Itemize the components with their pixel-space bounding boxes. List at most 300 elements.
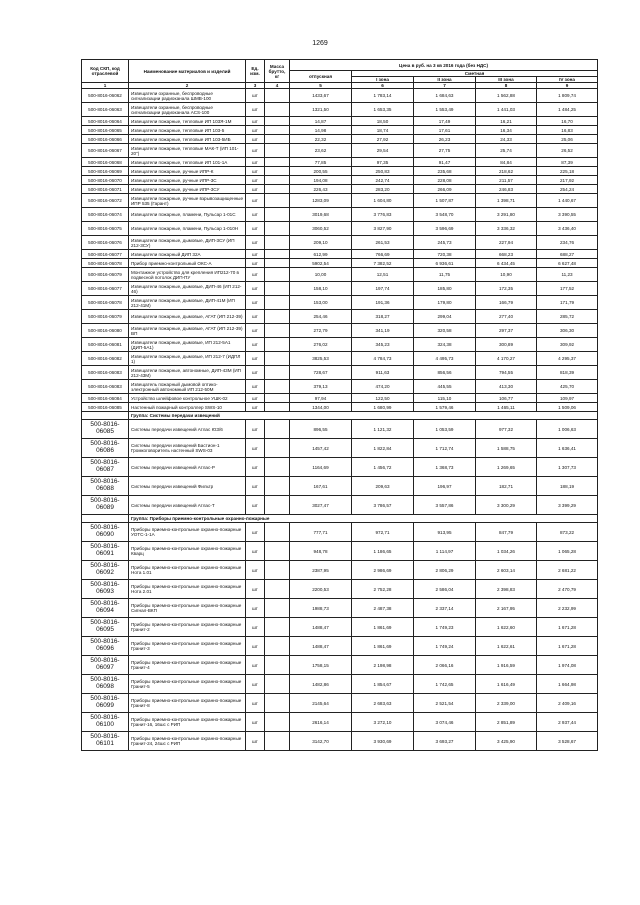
item-unit: шт <box>246 236 265 250</box>
price-zone-2: 1 553,49 <box>414 103 476 117</box>
item-unit: шт <box>246 126 265 135</box>
price-zone-4: 26,52 <box>537 144 598 158</box>
item-code: 500-8016-06076 <box>82 236 129 250</box>
item-code: 500-8016-06070 <box>82 176 129 185</box>
table-row <box>82 89 598 103</box>
item-name: Извещатели пожарные, дымовые, ИП 212-7 (ИДПЛ 1) <box>129 352 246 366</box>
price-zone-1: 3 272,10 <box>352 713 414 732</box>
item-code: 500-8016-06084 <box>82 394 129 403</box>
item-code: 500-8016-06071 <box>82 185 129 194</box>
table-row <box>82 167 598 176</box>
item-name: Приборы приемно-контрольные охранно-пожарные Сигнал-ВКП <box>129 599 246 618</box>
price-zone-3: 106,77 <box>476 394 537 403</box>
header-release: отпускная <box>290 71 352 83</box>
price-zone-3: 182,71 <box>476 477 537 496</box>
price-release: 200,55 <box>290 167 352 176</box>
price-zone-2: 320,58 <box>414 324 476 338</box>
item-mass <box>265 222 290 236</box>
item-code: 500-8016-06065 <box>82 126 129 135</box>
price-zone-4: 16,70 <box>537 117 598 126</box>
item-name: Системы передачи извещений Атлас-Т <box>129 496 246 515</box>
column-index: 5 <box>290 83 352 89</box>
item-code: 500-8016-06096 <box>82 637 129 656</box>
price-zone-4: 25,06 <box>537 135 598 144</box>
item-code: 500-8016-06066 <box>82 135 129 144</box>
price-zone-3: 2 398,83 <box>476 580 537 599</box>
item-name: Извещатели пожарные, пламени, Пульсар 1-01С <box>129 208 246 222</box>
table-row <box>82 117 598 126</box>
table-row <box>82 599 598 618</box>
item-code: 500-8016-06099 <box>82 694 129 713</box>
item-code: 500-8016-06078 <box>82 296 129 310</box>
item-name: Приборы приемно-контрольные охранно-пожарные Гранит-2 <box>129 618 246 637</box>
item-name: Приборы приемно-контрольные охранно-пожарные УОТС-1-1А <box>129 523 246 542</box>
table-row <box>82 144 598 158</box>
item-code: 500-8016-06067 <box>82 144 129 158</box>
item-mass <box>265 599 290 618</box>
price-zone-2: 26,23 <box>414 135 476 144</box>
price-zone-4: 309,92 <box>537 338 598 352</box>
price-zone-2: 245,73 <box>414 236 476 250</box>
price-zone-2: 1 712,74 <box>414 439 476 458</box>
price-release: 1988,73 <box>290 599 352 618</box>
table-row <box>82 523 598 542</box>
price-zone-2: 3 596,69 <box>414 222 476 236</box>
price-zone-4: 818,39 <box>537 366 598 380</box>
price-zone-1: 7 382,52 <box>352 259 414 268</box>
item-mass <box>265 250 290 259</box>
table-row <box>82 338 598 352</box>
price-release: 1488,47 <box>290 618 352 637</box>
price-zone-1: 18,74 <box>352 126 414 135</box>
price-zone-3: 3 336,32 <box>476 222 537 236</box>
price-zone-2: 1 684,63 <box>414 89 476 103</box>
price-zone-3: 277,40 <box>476 310 537 324</box>
item-name: Извещатели пожарные, ручные ИПР-3С <box>129 176 246 185</box>
price-zone-4: 3 390,55 <box>537 208 598 222</box>
table-row <box>82 126 598 135</box>
price-release: 948,78 <box>290 542 352 561</box>
item-code: 500-8016-06074 <box>82 208 129 222</box>
price-zone-3: 1 622,60 <box>476 618 537 637</box>
price-release: 3060,52 <box>290 222 352 236</box>
item-code: 500-8016-06090 <box>82 523 129 542</box>
price-zone-3: 2 167,95 <box>476 599 537 618</box>
item-name: Извещатели пожарные, пламени, Пульсар 1-010Н <box>129 222 246 236</box>
header-unit: Ед. изм. <box>246 60 265 83</box>
item-unit: шт <box>246 296 265 310</box>
item-mass <box>265 366 290 380</box>
price-zone-1: 2 487,38 <box>352 599 414 618</box>
item-unit: шт <box>246 439 265 458</box>
price-zone-2: 2 806,29 <box>414 561 476 580</box>
price-release: 226,43 <box>290 185 352 194</box>
price-zone-1: 1 861,69 <box>352 618 414 637</box>
table-row <box>82 236 598 250</box>
table-row <box>82 185 598 194</box>
price-zone-4: 3 399,29 <box>537 496 598 515</box>
price-zone-3: 6 434,45 <box>476 259 537 268</box>
item-name: Приборы приемно-контрольные охранно-пожарные Гранит-8 <box>129 694 246 713</box>
item-name: Монтажное устройство для крепления ИП212-70 в подвесной потолок ДИП-ПУ <box>129 268 246 282</box>
price-zone-3: 413,30 <box>476 380 537 394</box>
price-table <box>81 59 598 751</box>
item-mass <box>265 126 290 135</box>
price-release: 254,46 <box>290 310 352 324</box>
item-code: 500-8016-06082 <box>82 352 129 366</box>
item-mass <box>265 732 290 751</box>
price-release: 2145,64 <box>290 694 352 713</box>
price-release: 3027,47 <box>290 496 352 515</box>
price-zone-4: 188,19 <box>537 477 598 496</box>
item-code: 500-8016-06062 <box>82 89 129 103</box>
item-unit: шт <box>246 675 265 694</box>
price-zone-1: 1 854,67 <box>352 675 414 694</box>
item-name: Приборы приемно-контрольные охранно-пожарные Нота 1.01 <box>129 561 246 580</box>
price-zone-2: 1 742,65 <box>414 675 476 694</box>
price-zone-2: 1 579,46 <box>414 403 476 412</box>
item-unit: шт <box>246 208 265 222</box>
item-code: 500-8016-06095 <box>82 618 129 637</box>
item-code: 500-8016-06072 <box>82 194 129 208</box>
header-zone-4: IV зона <box>537 77 598 83</box>
price-release: 2616,14 <box>290 713 352 732</box>
item-unit: шт <box>246 310 265 324</box>
item-mass <box>265 496 290 515</box>
table-row <box>82 477 598 496</box>
item-unit: шт <box>246 366 265 380</box>
item-name: Извещатели пожарные, ручные ИПР-3СУ <box>129 185 246 194</box>
item-code: 500-8016-06078 <box>82 259 129 268</box>
table-row <box>82 420 598 439</box>
table-row <box>82 458 598 477</box>
price-zone-3: 1 034,26 <box>476 542 537 561</box>
item-mass <box>265 637 290 656</box>
price-zone-4: 6 627,48 <box>537 259 598 268</box>
column-index: 3 <box>246 83 265 89</box>
price-zone-4: 1 509,06 <box>537 403 598 412</box>
table-row <box>82 158 598 167</box>
item-unit: шт <box>246 194 265 208</box>
column-index: 1 <box>82 83 129 89</box>
item-unit: шт <box>246 713 265 732</box>
price-release: 158,10 <box>290 282 352 296</box>
item-unit: шт <box>246 185 265 194</box>
item-name: Системы передачи извещений Атлас-Р <box>129 458 246 477</box>
item-unit: шт <box>246 89 265 103</box>
item-mass <box>265 352 290 366</box>
table-row <box>82 324 598 338</box>
item-code: 500-8016-06079 <box>82 310 129 324</box>
price-zone-2: 11,75 <box>414 268 476 282</box>
item-mass <box>265 420 290 439</box>
item-unit: шт <box>246 523 265 542</box>
item-unit: шт <box>246 542 265 561</box>
price-zone-3: 218,62 <box>476 167 537 176</box>
page-number: 1269 <box>312 40 328 47</box>
price-zone-1: 1 456,72 <box>352 458 414 477</box>
price-zone-3: 1 622,61 <box>476 637 537 656</box>
table-row <box>82 135 598 144</box>
price-zone-2: 3 693,27 <box>414 732 476 751</box>
item-code: 500-8016-06068 <box>82 158 129 167</box>
header-zone-3: III зона <box>476 77 537 83</box>
price-zone-1: 1 783,14 <box>352 89 414 103</box>
item-code: 500-8016-06083 <box>82 366 129 380</box>
price-zone-2: 17,49 <box>414 117 476 126</box>
item-unit: шт <box>246 561 265 580</box>
price-zone-4: 2 937,44 <box>537 713 598 732</box>
table-row <box>82 259 598 268</box>
price-zone-4: 1 671,28 <box>537 637 598 656</box>
table-row <box>82 542 598 561</box>
item-mass <box>265 176 290 185</box>
price-zone-1: 972,71 <box>352 523 414 542</box>
price-zone-3: 1 616,49 <box>476 675 537 694</box>
item-code: 500-8016-06069 <box>82 167 129 176</box>
price-zone-4: 873,22 <box>537 523 598 542</box>
price-zone-1: 766,69 <box>352 250 414 259</box>
price-zone-2: 235,68 <box>414 167 476 176</box>
item-mass <box>265 523 290 542</box>
item-unit: шт <box>246 250 265 259</box>
price-zone-2: 913,95 <box>414 523 476 542</box>
item-name: Извещатели пожарный ДИП 32А <box>129 250 246 259</box>
item-unit: шт <box>246 420 265 439</box>
item-code: 500-8016-06089 <box>82 496 129 515</box>
group-code-cell <box>82 515 129 523</box>
item-mass <box>265 338 290 352</box>
price-zone-2: 228,08 <box>414 176 476 185</box>
table-row <box>82 713 598 732</box>
item-name: Приборы приемно-контрольные охранно-пожарные Гранит-16, 16шс с РИП <box>129 713 246 732</box>
price-zone-4: 109,97 <box>537 394 598 403</box>
column-index: 4 <box>265 83 290 89</box>
price-zone-1: 2 986,69 <box>352 561 414 580</box>
item-code: 500-8016-06064 <box>82 117 129 126</box>
price-zone-2: 720,38 <box>414 250 476 259</box>
price-zone-2: 91,47 <box>414 158 476 167</box>
price-release: 2200,53 <box>290 580 352 599</box>
price-zone-3: 211,57 <box>476 176 537 185</box>
price-zone-4: 3 528,67 <box>537 732 598 751</box>
price-zone-3: 3 425,90 <box>476 732 537 751</box>
item-unit: шт <box>246 599 265 618</box>
price-zone-2: 115,10 <box>414 394 476 403</box>
item-mass <box>265 167 290 176</box>
table-row <box>82 176 598 185</box>
item-unit: шт <box>246 144 265 158</box>
price-zone-1: 3 930,69 <box>352 732 414 751</box>
table-row <box>82 222 598 236</box>
price-zone-1: 97,35 <box>352 158 414 167</box>
item-name: Извещатели охранные, беспроводные сигнализации радиоканала ШМВ-100 <box>129 89 246 103</box>
item-mass <box>265 208 290 222</box>
price-release: 1283,09 <box>290 194 352 208</box>
item-mass <box>265 259 290 268</box>
item-mass <box>265 394 290 403</box>
price-zone-1: 1 604,80 <box>352 194 414 208</box>
header-zone-2: II зона <box>414 77 476 83</box>
price-zone-3: 297,37 <box>476 324 537 338</box>
price-zone-2: 1 368,73 <box>414 458 476 477</box>
item-name: Извещатели пожарные, ручные ИПР-К <box>129 167 246 176</box>
price-zone-1: 18,50 <box>352 117 414 126</box>
table-row <box>82 580 598 599</box>
item-code: 500-8016-06092 <box>82 561 129 580</box>
item-unit: шт <box>246 158 265 167</box>
item-name: Системы передачи извещений Бастион-1 Громкоговоритель настенный SWS-03 <box>129 439 246 458</box>
price-release: 1164,69 <box>290 458 352 477</box>
table-row <box>82 103 598 117</box>
price-release: 777,71 <box>290 523 352 542</box>
price-release: 3142,70 <box>290 732 352 751</box>
item-unit: шт <box>246 656 265 675</box>
price-release: 1433,67 <box>290 89 352 103</box>
price-zone-2: 3 548,70 <box>414 208 476 222</box>
price-zone-3: 24,33 <box>476 135 537 144</box>
price-zone-1: 1 680,99 <box>352 403 414 412</box>
price-zone-3: 172,35 <box>476 282 537 296</box>
price-release: 2387,95 <box>290 561 352 580</box>
price-zone-1: 197,74 <box>352 282 414 296</box>
item-code: 500-8016-06091 <box>82 542 129 561</box>
price-zone-4: 171,79 <box>537 296 598 310</box>
item-unit: шт <box>246 477 265 496</box>
item-code: 500-8016-06098 <box>82 675 129 694</box>
table-row <box>82 675 598 694</box>
price-zone-4: 3 436,40 <box>537 222 598 236</box>
item-code: 500-8016-06085 <box>82 403 129 412</box>
item-mass <box>265 310 290 324</box>
item-mass <box>265 439 290 458</box>
item-code: 500-8016-06101 <box>82 732 129 751</box>
item-mass <box>265 675 290 694</box>
item-code: 500-8016-06086 <box>82 439 129 458</box>
price-zone-4: 1 006,63 <box>537 420 598 439</box>
item-mass <box>265 144 290 158</box>
item-name: Извещатели пожарные, тепловые ИП 103Я-1М <box>129 117 246 126</box>
table-row <box>82 282 598 296</box>
header-mass: Масса брутто, кг <box>265 60 290 83</box>
price-zone-3: 16,21 <box>476 117 537 126</box>
item-name: Извещатели пожарные, дымовые, ДИП-41М (ИП 212-41М) <box>129 296 246 310</box>
price-zone-1: 341,19 <box>352 324 414 338</box>
item-mass <box>265 380 290 394</box>
item-name: Извещатели пожарные, дымовые, ДИП-3СУ (ИП 212-3СУ) <box>129 236 246 250</box>
item-mass <box>265 477 290 496</box>
item-unit: шт <box>246 496 265 515</box>
item-unit: шт <box>246 259 265 268</box>
table-row <box>82 656 598 675</box>
price-zone-3: 1 441,03 <box>476 103 537 117</box>
price-zone-1: 4 784,73 <box>352 352 414 366</box>
price-zone-4: 11,23 <box>537 268 598 282</box>
header-zone-1: I зона <box>352 77 414 83</box>
group-row <box>82 515 598 523</box>
item-name: Приборы приемно-контрольные охранно-пожарные Нота 2.01 <box>129 580 246 599</box>
column-index: 7 <box>414 83 476 89</box>
price-zone-4: 285,72 <box>537 310 598 324</box>
item-mass <box>265 324 290 338</box>
price-zone-4: 177,52 <box>537 282 598 296</box>
group-code-cell <box>82 412 129 420</box>
price-zone-1: 261,53 <box>352 236 414 250</box>
item-code: 500-8016-06100 <box>82 713 129 732</box>
price-zone-3: 300,89 <box>476 338 537 352</box>
item-code: 500-8016-06088 <box>82 477 129 496</box>
item-name: Извещатели пожарные, тепловые МАК-Т (ИП 101-20") <box>129 144 246 158</box>
price-zone-2: 179,80 <box>414 296 476 310</box>
price-zone-3: 227,94 <box>476 236 537 250</box>
price-zone-3: 1 588,75 <box>476 439 537 458</box>
table-row <box>82 439 598 458</box>
item-mass <box>265 458 290 477</box>
price-zone-4: 4 295,37 <box>537 352 598 366</box>
price-release: 276,02 <box>290 338 352 352</box>
table-row <box>82 394 598 403</box>
item-unit: шт <box>246 694 265 713</box>
price-zone-3: 166,79 <box>476 296 537 310</box>
item-unit: шт <box>246 222 265 236</box>
price-zone-2: 3 557,86 <box>414 496 476 515</box>
price-zone-2: 324,38 <box>414 338 476 352</box>
price-release: 612,99 <box>290 250 352 259</box>
item-code: 500-8016-06094 <box>82 599 129 618</box>
item-mass <box>265 282 290 296</box>
item-mass <box>265 561 290 580</box>
price-release: 14,87 <box>290 117 352 126</box>
price-zone-1: 122,50 <box>352 394 414 403</box>
price-release: 23,62 <box>290 144 352 158</box>
price-zone-3: 10,90 <box>476 268 537 282</box>
price-zone-2: 17,61 <box>414 126 476 135</box>
price-release: 1482,86 <box>290 675 352 694</box>
item-name: Извещатели пожарные, дымовые, АГАТ (ИП 212-39) <box>129 310 246 324</box>
price-zone-1: 209,63 <box>352 477 414 496</box>
item-name: Извещатель пожарный дымовой оптико-электронный автономный ИП 212-50М <box>129 380 246 394</box>
price-zone-3: 977,32 <box>476 420 537 439</box>
table-row <box>82 618 598 637</box>
price-zone-1: 283,20 <box>352 185 414 194</box>
item-mass <box>265 89 290 103</box>
price-release: 167,61 <box>290 477 352 496</box>
price-release: 3019,68 <box>290 208 352 222</box>
item-unit: шт <box>246 458 265 477</box>
item-name: Извещатели пожарные, дымовые, ДИП-46 (ИП 212-46) <box>129 282 246 296</box>
price-zone-1: 318,27 <box>352 310 414 324</box>
item-mass <box>265 542 290 561</box>
item-mass <box>265 158 290 167</box>
price-zone-2: 1 114,97 <box>414 542 476 561</box>
price-release: 10,00 <box>290 268 352 282</box>
table-row <box>82 694 598 713</box>
table-row <box>82 380 598 394</box>
price-zone-4: 16,83 <box>537 126 598 135</box>
price-zone-4: 2 232,99 <box>537 599 598 618</box>
price-zone-1: 242,74 <box>352 176 414 185</box>
item-unit: шт <box>246 176 265 185</box>
price-zone-2: 6 936,61 <box>414 259 476 268</box>
item-mass <box>265 403 290 412</box>
price-zone-4: 217,92 <box>537 176 598 185</box>
price-zone-1: 911,63 <box>352 366 414 380</box>
table-row <box>82 366 598 380</box>
table-row <box>82 561 598 580</box>
price-release: 3825,53 <box>290 352 352 366</box>
price-release: 209,10 <box>290 236 352 250</box>
price-release: 1488,47 <box>290 637 352 656</box>
